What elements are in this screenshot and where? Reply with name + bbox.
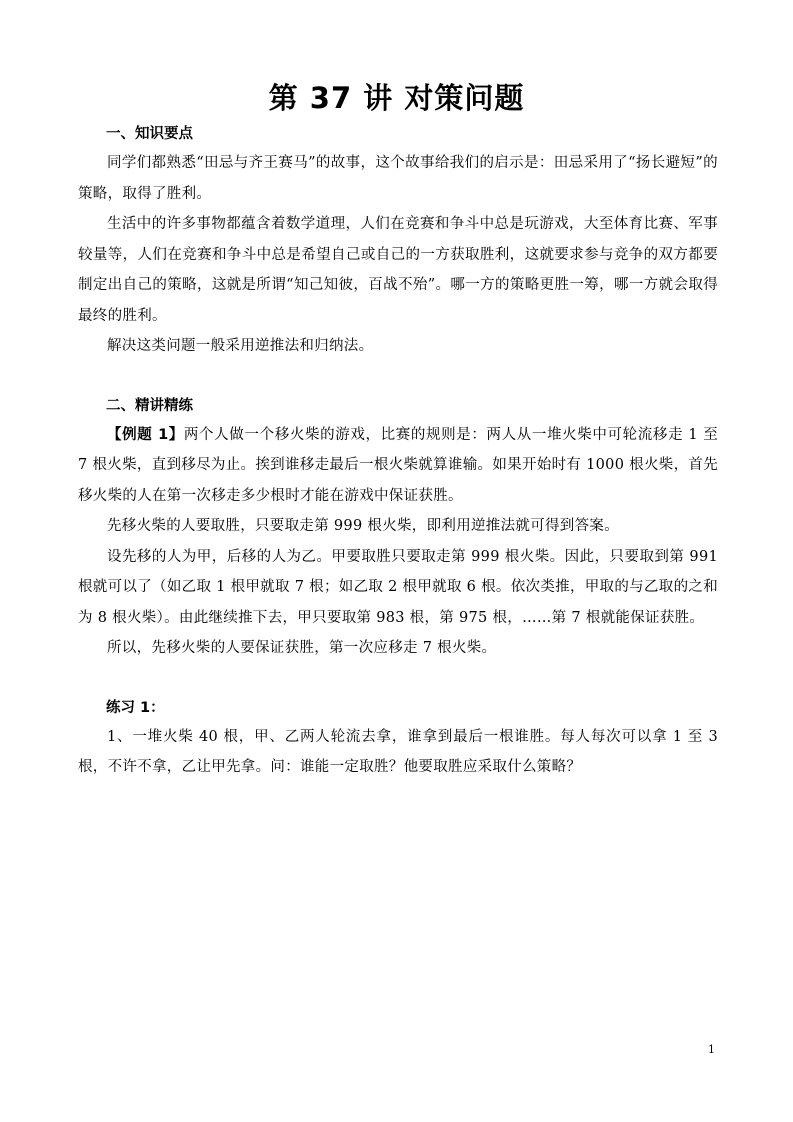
example-label: 【例题 1】 (107, 426, 184, 443)
paragraph: 生活中的许多事物都蕴含着数学道理，人们在竞赛和争斗中总是玩游戏，大至体育比赛、军事较量等，人们在竞赛和争斗中总是希望自己或自己的一方获取胜利，这就要求参与竞争的双方都要制定出自己的策略，这就是所谓“知己知彼，百战不殆”。哪一方的策略更胜一筹，哪一方就会取得最终的胜利。 (78, 216, 718, 324)
example-paragraph (78, 420, 718, 512)
document-body (78, 120, 718, 783)
paragraph: 设先移的人为甲，后移的人为乙。甲要取胜只要取走第 999 根火柴。因此，只要取到第 991 根就可以了（如乙取 1 根甲就取 7 根；如乙取 2 根甲就取 6 根。依次类推，甲取的与乙取的之和为 8 根火柴）。由此继续推下去，甲只要取第 983 根，第 975 根，……第 7 根就能保证获胜。 (78, 548, 718, 626)
paragraph: 先移火柴的人要取胜，只要取走第 999 根火柴，即利用逆推法就可得到答案。 (107, 518, 619, 534)
page-number: 1 (708, 1043, 715, 1056)
paragraph: 解决这类问题一般采用逆推法和归纳法。 (107, 338, 374, 354)
example-text: 两个人做一个移火柴的游戏，比赛的规则是：两人从一堆火柴中可轮流移走 1 至 7 根火柴，直到移尽为止。挨到谁移走最后一根火柴就算谁输。如果开始时有 1000 根火柴，首先移火柴的人在第一次移走多少根时才能在游戏中保证获胜。 (78, 426, 718, 504)
paragraph: 同学们都熟悉“田忌与齐王赛马”的故事，这个故事给我们的启示是：田忌采用了“扬长避短”的策略，取得了胜利。 (78, 155, 718, 202)
section-heading-practice-drills: 二、精讲精练 (106, 397, 193, 414)
section-heading-key-points: 一、知识要点 (106, 126, 193, 142)
spacer (78, 362, 718, 392)
paragraph: 所以，先移火柴的人要保证获胜，第一次应移走 7 根火柴。 (107, 640, 497, 656)
page-title: 第 37 讲 对策问题 (268, 81, 525, 115)
practice-item: 1、一堆火柴 40 根，甲、乙两人轮流去拿，谁拿到最后一根谁胜。每人每次可以拿 1 至 3 根，不许不拿，乙让甲先拿。问：谁能一定取胜？他要取胜应采取什么策略？ (78, 728, 718, 775)
practice-heading: 练习 1： (106, 699, 165, 716)
spacer (78, 664, 718, 694)
